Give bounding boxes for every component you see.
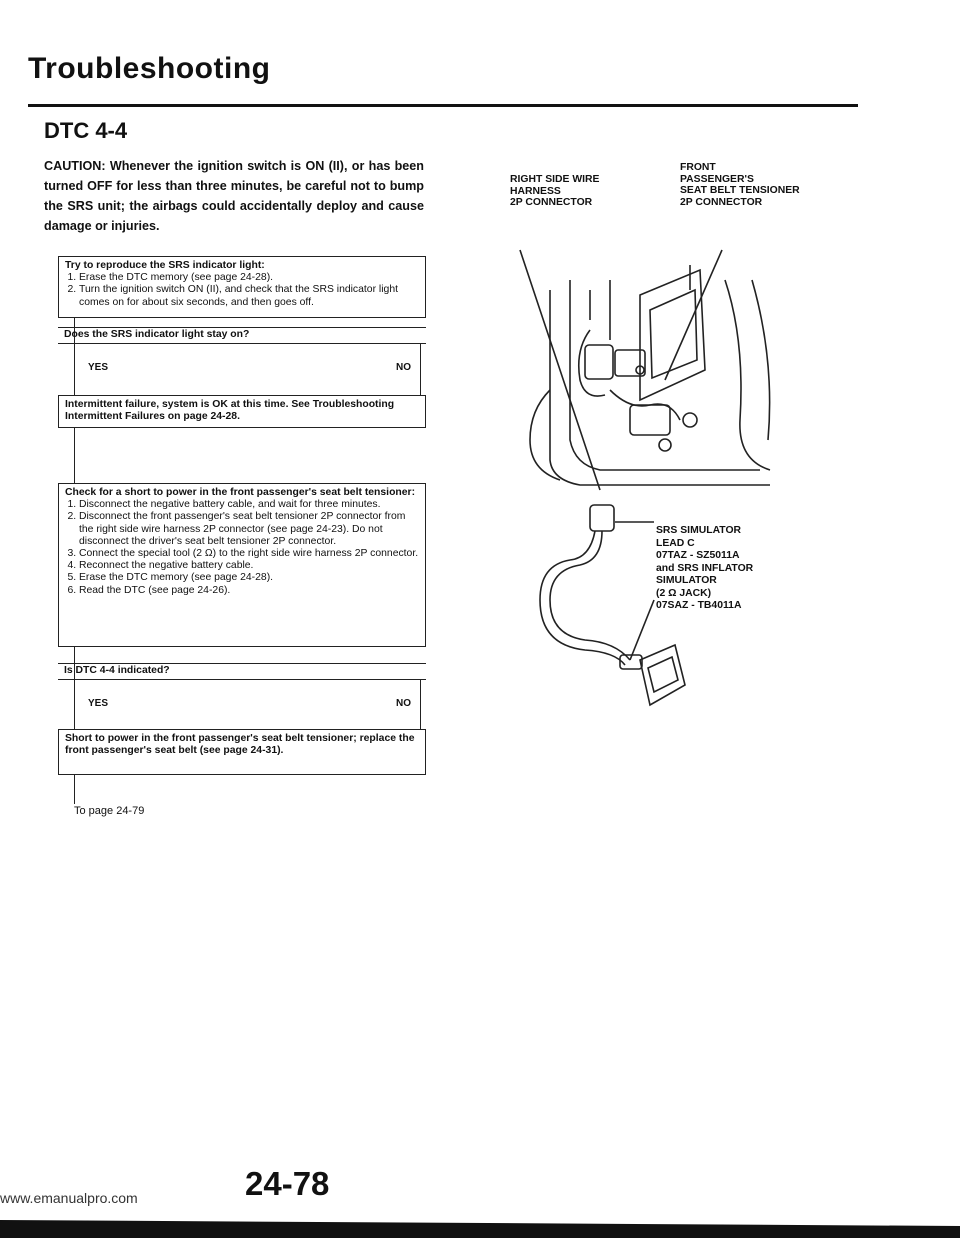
flow-step: 1. Disconnect the negative battery cable, and wait for three minutes. xyxy=(79,499,419,511)
caution-text: CAUTION: Whenever the ignition switch is ON (II), or has been turned OFF for less than three minutes, be careful not to bump the SRS unit; the airbags could accidentally deploy and cause damage or injuries. xyxy=(44,159,424,233)
bottom-page-bar xyxy=(0,1214,960,1238)
page-number: 24-78 xyxy=(245,1165,330,1202)
flow-step: 6. Read the DTC (see page 24-26). xyxy=(79,585,419,597)
flow-step: 2. Turn the ignition switch ON (II), and check that the SRS indicator light comes on for about six seconds, and then goes off. xyxy=(79,284,419,308)
question-rule xyxy=(58,343,426,344)
question-1: Does the SRS indicator light stay on? xyxy=(64,329,250,340)
label-line: 2P CONNECTOR xyxy=(510,197,593,208)
flow-step: 3. Connect the special tool (2 Ω) to the right side wire harness 2P connector. xyxy=(79,548,419,560)
seat-belt-connector-illustration xyxy=(490,140,790,730)
question-rule xyxy=(58,679,426,680)
label-line: 07SAZ - TB4011A xyxy=(656,600,742,611)
label-line: SIMULATOR xyxy=(656,575,717,586)
title-rule xyxy=(28,104,858,107)
question-rule xyxy=(58,663,426,664)
question-rule xyxy=(58,327,426,328)
flow-box-short-check xyxy=(58,483,426,647)
yes-label: YES xyxy=(88,698,109,709)
label-line: (2 Ω JACK) xyxy=(656,587,712,599)
flow-box-reproduce xyxy=(58,256,426,318)
flow-box-steps xyxy=(65,499,419,597)
page-title: Troubleshooting xyxy=(28,52,271,85)
flow-result-intermittent: Intermittent failure, system is OK at this time. See Troubleshooting Intermittent Failures on page 24-28. xyxy=(58,395,426,428)
label-line: LEAD C xyxy=(656,537,695,549)
flow-box-heading: Check for a short to power in the front passenger's seat belt tensioner: xyxy=(65,487,416,498)
yes-label: YES xyxy=(88,362,109,373)
no-connector xyxy=(420,679,421,729)
label-line: FRONT xyxy=(680,162,716,173)
flow-step: 2. Disconnect the front passenger's seat belt tensioner 2P connector from the right side wire harness 2P connector (see page 24-23). Do not disconnect the driver's seat belt tensioner 2P connector. xyxy=(79,511,419,548)
no-label: NO xyxy=(396,362,411,373)
label-line: RIGHT SIDE WIRE xyxy=(510,174,600,185)
flow-step: 5. Erase the DTC memory (see page 24-28). xyxy=(79,572,419,584)
flow-box-heading: Try to reproduce the SRS indicator light: xyxy=(65,260,265,271)
label-line: 07TAZ - SZ5011A xyxy=(656,550,740,561)
dtc-heading: DTC 4-4 xyxy=(44,118,128,143)
flow-step: 1. Erase the DTC memory (see page 24-28). xyxy=(79,272,419,284)
question-2: Is DTC 4-4 indicated? xyxy=(64,665,170,676)
label-line: SRS SIMULATOR xyxy=(656,525,742,536)
flow-result-replace: Short to power in the front passenger's seat belt tensioner; replace the front passenger's seat belt (see page 24-31). xyxy=(58,729,426,775)
no-connector xyxy=(420,343,421,395)
label-line: 2P CONNECTOR xyxy=(680,196,763,208)
website-footer: www.emanualpro.com xyxy=(0,1190,138,1206)
flow-step: 4. Reconnect the negative battery cable. xyxy=(79,560,419,572)
to-page-label: To page 24-79 xyxy=(74,805,145,817)
no-label: NO xyxy=(396,698,411,709)
label-line: HARNESS xyxy=(510,185,561,197)
label-line: SEAT BELT TENSIONER xyxy=(680,185,800,196)
label-line: PASSENGER'S xyxy=(680,173,754,185)
flow-box-steps xyxy=(65,272,419,309)
label-line: and SRS INFLATOR xyxy=(656,562,754,574)
